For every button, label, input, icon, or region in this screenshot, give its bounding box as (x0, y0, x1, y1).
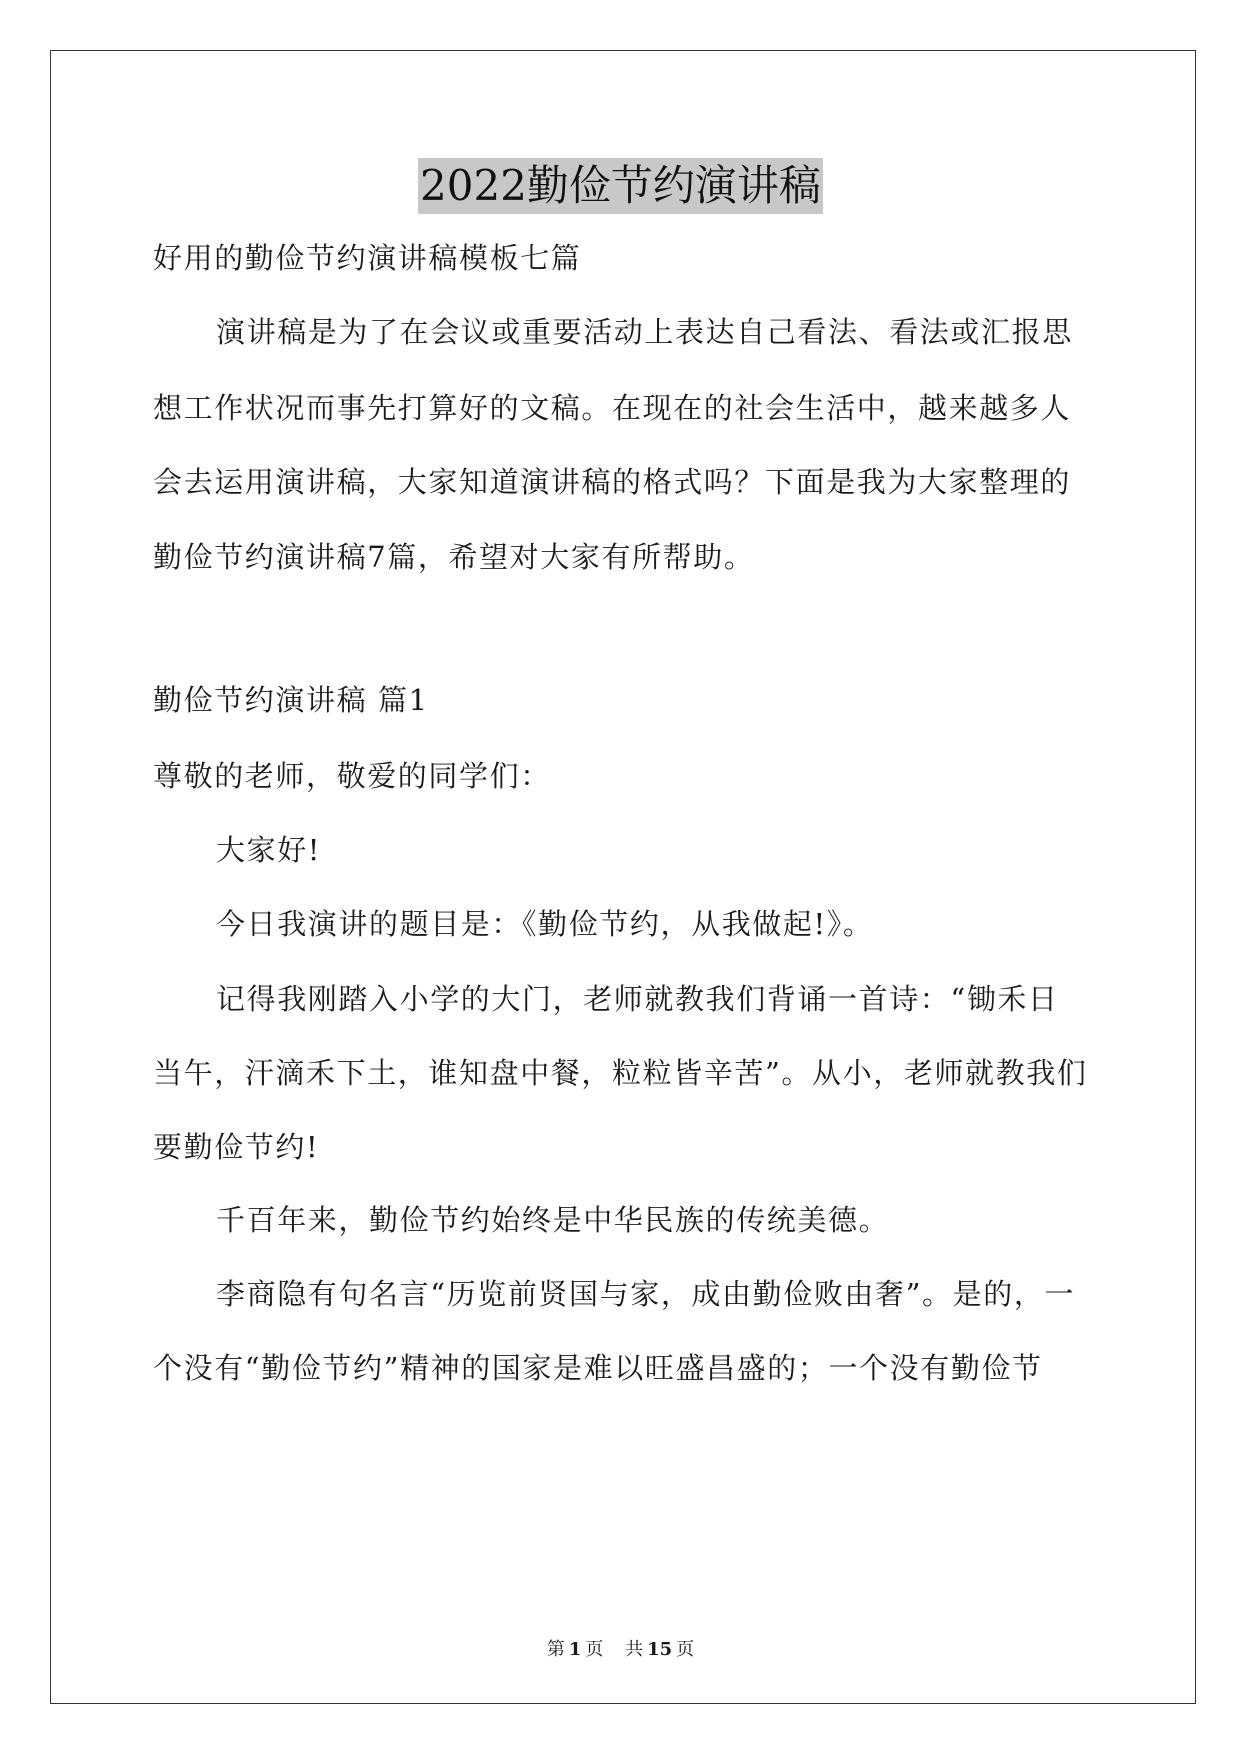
total-pages-indicator (621, 1639, 698, 1660)
paragraph-line: 李商隐有句名言“历览前贤国与家，成由勤俭败由奢”。是的，一 (216, 1277, 1076, 1311)
paragraph-line: 记得我刚踏入小学的大门，老师就教我们背诵一首诗：“锄禾日 (216, 982, 1059, 1016)
page-footer (0, 1638, 1241, 1662)
page-border (50, 50, 1196, 1704)
document-title: 2022勤俭节约演讲稿 (418, 158, 823, 214)
section-heading: 勤俭节约演讲稿 篇1 (153, 683, 429, 717)
paragraph-line: 会去运用演讲稿，大家知道演讲稿的格式吗？下面是我为大家整理的 (153, 465, 1072, 499)
total-prefix: 共 (625, 1639, 644, 1660)
paragraph-line: 演讲稿是为了在会议或重要活动上表达自己看法、看法或汇报思 (216, 315, 1073, 349)
paragraph-line: 千百年来，勤俭节约始终是中华民族的传统美德。 (216, 1203, 890, 1237)
paragraph-line: 今日我演讲的题目是：《勤俭节约，从我做起!》。 (216, 907, 874, 941)
page-number: 1 (568, 1639, 582, 1660)
paragraph-line: 当午，汗滴禾下土，谁知盘中餐，粒粒皆辛苦”。从小，老师就教我们 (153, 1056, 1088, 1090)
subtitle-line: 好用的勤俭节约演讲稿模板七篇 (153, 241, 582, 275)
page-prefix: 第 (546, 1639, 565, 1660)
title-container (0, 158, 1241, 214)
salutation-line: 尊敬的老师，敬爱的同学们： (153, 759, 551, 793)
paragraph-line: 想工作状况而事先打算好的文稿。在现在的社会生活中，越来越多人 (153, 391, 1072, 425)
greeting-line: 大家好! (216, 833, 322, 867)
total-pages-number: 15 (647, 1639, 673, 1660)
total-suffix: 页 (676, 1639, 695, 1660)
paragraph-line: 勤俭节约演讲稿7篇，希望对大家有所帮助。 (153, 540, 755, 574)
page-indicator (543, 1639, 608, 1660)
page-suffix: 页 (585, 1639, 604, 1660)
paragraph-line: 要勤俭节约! (153, 1130, 320, 1164)
paragraph-line: 个没有“勤俭节约”精神的国家是难以旺盛昌盛的；一个没有勤俭节 (153, 1351, 1043, 1385)
